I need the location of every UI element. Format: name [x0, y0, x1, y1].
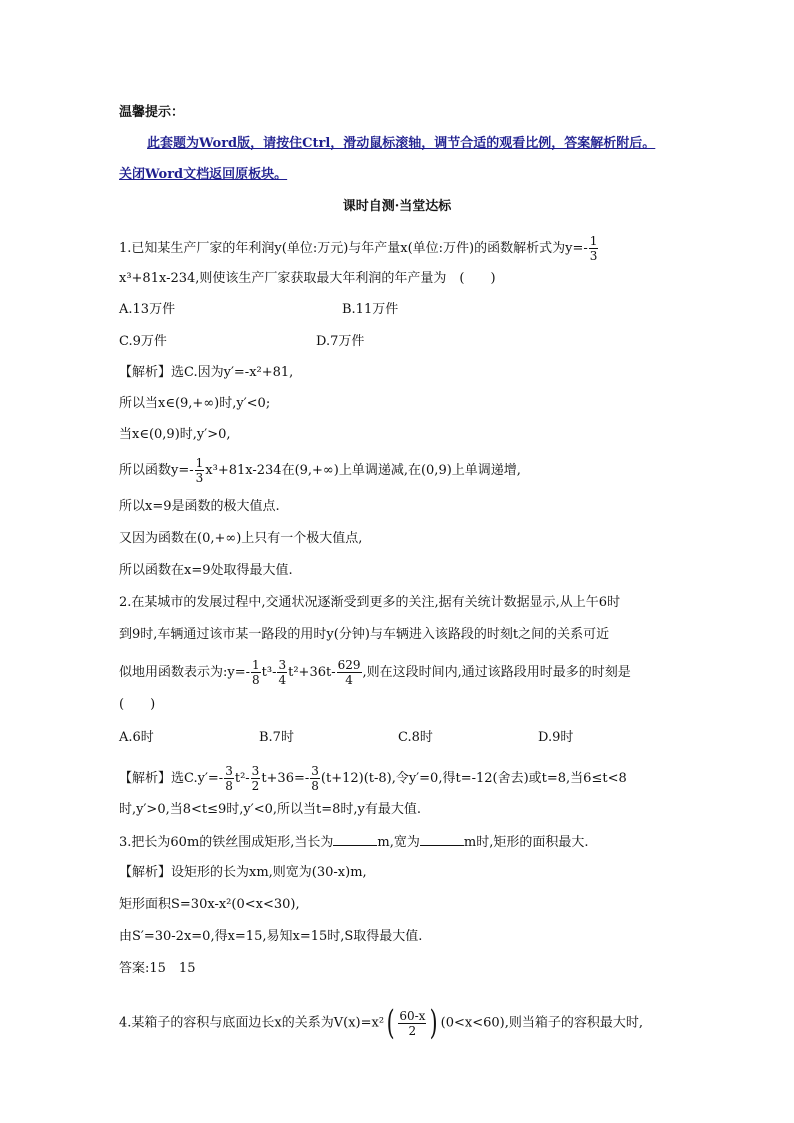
- q4-left-paren: (: [386, 1003, 395, 1043]
- q2-l3-a: 似地用函数表示为:y=-: [119, 665, 251, 680]
- q2-sol1-d: (t+12)(t-8),令y′=0,得t=-12(舍去)或t=8,当6≤t<8: [320, 771, 627, 786]
- q4-frac-den: 2: [408, 1023, 417, 1038]
- q2-s2-num: 3: [251, 764, 260, 778]
- q2-frac-2: [277, 658, 287, 687]
- q3-text-a: 3.把长为60m的铁丝围成矩形,当长为: [119, 835, 334, 850]
- q2-s2-den: 2: [251, 779, 260, 793]
- q2-sol1-a: 【解析】选C.y′=-: [119, 771, 224, 786]
- q1-solution-1: 【解析】选C.因为y′=-x²+81,: [119, 365, 294, 380]
- q4-stem: [119, 1003, 644, 1043]
- q2-option-d: D.9时: [538, 730, 574, 745]
- q1-option-c: C.9万件: [119, 334, 167, 349]
- q2-frac-3: [337, 658, 362, 687]
- q2-f1-num: 1: [252, 658, 260, 672]
- q1-solution-4: [119, 456, 521, 485]
- q2-solution-2: 时,y′>0,当8<t≤9时,y′<0,所以当t=8时,y有最大值.: [119, 802, 421, 817]
- q2-s1-den: 8: [225, 779, 233, 793]
- q2-l3-b: t³-: [261, 665, 277, 680]
- q1-sol4-b: x³+81x-234在(9,+∞)上单调递减,在(0,9)上单调递增,: [205, 463, 521, 478]
- q2-f3-den: 4: [345, 673, 353, 687]
- q4-text-a: 4.某箱子的容积与底面边长x的关系为V(x)=x²: [119, 1015, 385, 1031]
- q2-option-c: C.8时: [398, 730, 433, 745]
- q1-option-d: D.7万件: [316, 334, 365, 349]
- q2-stem-line4: ( ): [119, 697, 156, 712]
- q1-solution-2: 所以当x∈(9,+∞)时,y′<0;: [119, 396, 271, 411]
- q1-stem-line2: x³+81x-234,则使该生产厂家获取最大年利润的年产量为 ( ): [119, 271, 496, 286]
- q3-answer: 答案:15 15: [119, 961, 196, 976]
- q2-l3-d: ,则在这段时间内,通过该路段用时最多的时刻是: [362, 665, 631, 680]
- q2-sol-frac-2: [251, 764, 261, 793]
- q2-stem-line2: 到9时,车辆通过该市某一路段的用时y(分钟)与车辆进入该路段的时刻t之间的关系可近: [119, 627, 610, 642]
- q1-sol4-frac-den: 3: [195, 471, 204, 485]
- q3-stem: [119, 833, 588, 852]
- q1-option-b: B.11万件: [342, 302, 399, 317]
- q2-sol-frac-3: [310, 764, 320, 793]
- q2-stem-line1: 2.在某城市的发展过程中,交通状况逐渐受到更多的关注,据有关统计数据显示,从上午6时: [119, 595, 621, 610]
- q2-sol1-c: t+36=-: [261, 771, 310, 786]
- q1-stem-line1: [119, 234, 599, 263]
- q1-sol4-fraction: [195, 456, 205, 485]
- q3-blank-1: [333, 833, 377, 846]
- q2-option-b: B.7时: [259, 730, 294, 745]
- q3-solution-1: 【解析】设矩形的长为xm,则宽为(30-x)m,: [119, 865, 367, 880]
- tip-line-2: 关闭Word文档返回原板块。: [119, 167, 288, 182]
- q3-solution-3: 由S′=30-2x=0,得x=15,易知x=15时,S取得最大值.: [119, 929, 423, 944]
- q2-sol-frac-1: [224, 764, 234, 793]
- q2-s1-num: 3: [225, 764, 233, 778]
- q2-s3-den: 8: [311, 779, 319, 793]
- q2-option-a: A.6时: [119, 730, 154, 745]
- q1-text-a: 1.已知某生产厂家的年利润y(单位:万元)与年产量x(单位:万件)的函数解析式为y=-: [119, 241, 588, 256]
- q1-solution-6: 又因为函数在(0,+∞)上只有一个极大值点,: [119, 531, 363, 546]
- section-title: 课时自测·当堂达标: [342, 199, 452, 214]
- q1-solution-7: 所以函数在x=9处取得最大值.: [119, 563, 293, 578]
- tip-line-1: 此套题为Word版，请按住Ctrl，滑动鼠标滚轴，调节合适的观看比例，答案解析附后。: [147, 136, 656, 151]
- q2-f2-den: 4: [278, 673, 287, 687]
- q2-f3-num: 629: [337, 658, 361, 672]
- q2-f2-num: 3: [278, 658, 287, 672]
- q3-blank-2: [420, 833, 464, 846]
- q1-solution-3: 当x∈(0,9)时,y′>0,: [119, 427, 231, 442]
- q1-fraction: [589, 234, 599, 263]
- q1-frac-den: 3: [589, 249, 598, 263]
- q1-option-a: A.13万件: [119, 302, 176, 317]
- q2-l3-c: t²+36t-: [288, 665, 336, 680]
- q4-fraction: [398, 1009, 426, 1038]
- q2-sol1-b: t²-: [234, 771, 250, 786]
- q1-frac-num: 1: [589, 234, 598, 248]
- q1-sol4-a: 所以函数y=-: [119, 463, 194, 478]
- q4-frac-num: 60-x: [399, 1008, 426, 1023]
- q4-right-paren: ): [430, 1003, 439, 1043]
- q4-text-b: (0<x<60),则当箱子的容积最大时,: [440, 1015, 644, 1031]
- q1-solution-5: 所以x=9是函数的极大值点.: [119, 499, 280, 514]
- q2-s3-num: 3: [311, 764, 319, 778]
- q2-solution-1: [119, 764, 627, 793]
- q2-stem-line3: [119, 658, 631, 687]
- q2-frac-1: [251, 658, 261, 687]
- q3-text-c: m时,矩形的面积最大.: [463, 835, 589, 850]
- q2-f1-den: 8: [252, 673, 260, 687]
- q1-sol4-frac-num: 1: [195, 456, 204, 470]
- q3-text-b: m,宽为: [377, 835, 420, 850]
- q3-solution-2: 矩形面积S=30x-x²(0<x<30),: [119, 897, 300, 912]
- tip-title: 温馨提示：: [119, 105, 185, 120]
